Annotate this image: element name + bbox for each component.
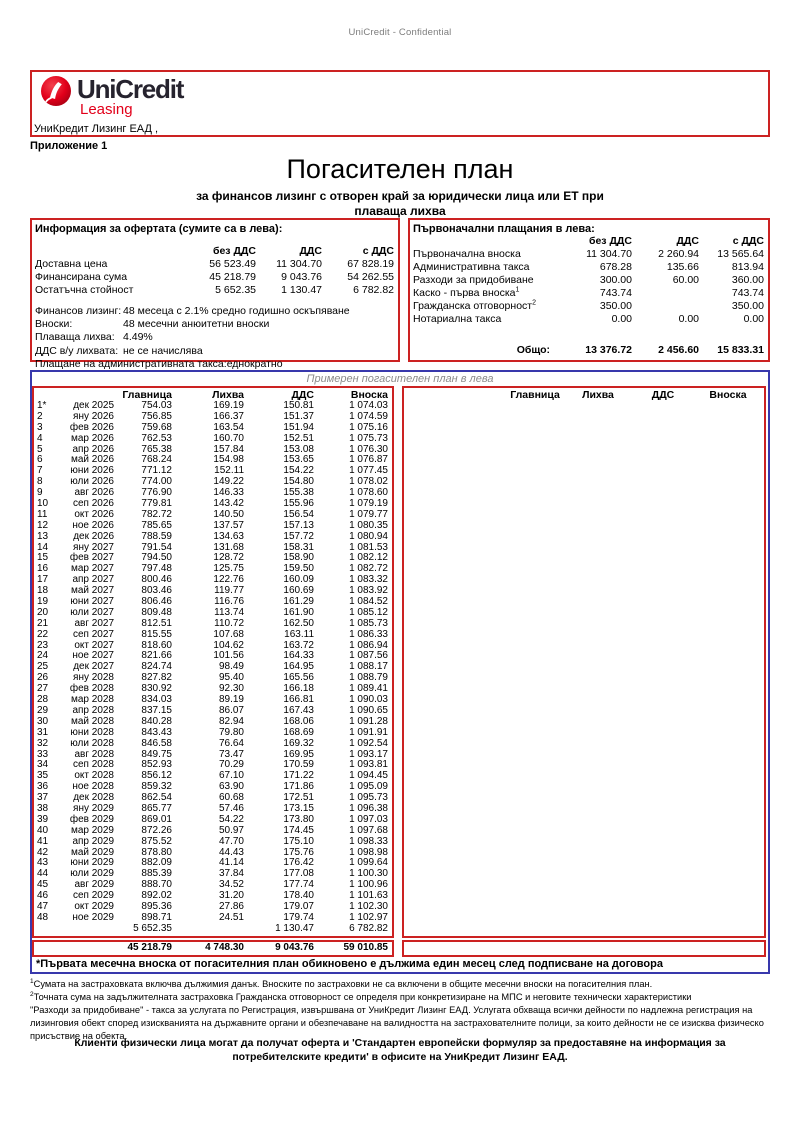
initial-col-no-vat: без ДДС bbox=[588, 235, 632, 247]
initial-box-title: Първоначални плащания в лева: bbox=[413, 223, 595, 235]
schedule-row: 9 авг 2026 776.90 146.33 155.38 1 078.60 bbox=[37, 487, 388, 499]
schedule-row: 34 сеп 2028 852.93 70.29 170.59 1 093.81 bbox=[37, 759, 388, 771]
schedule-row: 22 сеп 2027 815.55 107.68 163.11 1 086.33 bbox=[37, 628, 388, 640]
schedule-row: 32 юли 2028 846.58 76.64 169.32 1 092.54 bbox=[37, 737, 388, 749]
schedule-row: 43 юни 2029 882.09 41.14 176.42 1 099.64 bbox=[37, 857, 388, 869]
offer-detail-row: Вноски: 48 месечни анюитетни вноски bbox=[35, 318, 270, 331]
subtitle-line2: плаваща лихва bbox=[354, 204, 446, 218]
schedule-row: 40 мар 2029 872.26 50.97 174.45 1 097.68 bbox=[37, 824, 388, 836]
schedule-section bbox=[30, 370, 770, 974]
total-interest: 4 748.30 bbox=[205, 942, 244, 953]
initial-column-headers bbox=[410, 235, 768, 248]
offer-detail-row: Плаваща лихва: 4.49% bbox=[35, 331, 153, 344]
schedule-row: 23 окт 2027 818.60 104.62 163.72 1 086.94 bbox=[37, 639, 388, 651]
company-name: УниКредит Лизинг ЕАД , bbox=[34, 123, 159, 135]
initial-col-vat: ДДС bbox=[676, 235, 699, 247]
schedule-row: 7 юни 2026 771.12 152.11 154.22 1 077.45 bbox=[37, 465, 388, 477]
offer-detail-row: Плащане на административната такса: еднократно bbox=[35, 357, 283, 370]
offer-column-headers bbox=[32, 245, 398, 258]
offer-col-vat: ДДС bbox=[299, 245, 322, 257]
schedule-row: 35 окт 2028 856.12 67.10 171.22 1 094.45 bbox=[37, 770, 388, 782]
initial-payment-row: Разходи за придобиване 300.00 60.00 360.00 bbox=[413, 274, 764, 286]
header-interest: Лихва bbox=[212, 389, 244, 401]
total-principal: 45 218.79 bbox=[127, 942, 172, 953]
schedule-banner: Примерен погасителен план в лева bbox=[306, 373, 494, 385]
total-vat: 9 043.76 bbox=[275, 942, 314, 953]
schedule-row: 13 дек 2026 788.59 134.63 157.72 1 080.94 bbox=[37, 530, 388, 542]
schedule-row: 44 юли 2029 885.39 37.84 177.08 1 100.30 bbox=[37, 868, 388, 880]
schedule-row: 30 май 2028 840.28 82.94 168.06 1 091.28 bbox=[37, 715, 388, 727]
initial-col-with-vat: с ДДС bbox=[732, 235, 764, 247]
schedule-totals-row bbox=[34, 942, 392, 955]
schedule-row: 29 апр 2028 837.15 86.07 167.43 1 090.65 bbox=[37, 704, 388, 716]
schedule-row: 26 яну 2028 827.82 95.40 165.56 1 088.79 bbox=[37, 672, 388, 684]
initial-payment-row: Първоначална вноска 11 304.70 2 260.94 13 565.64 bbox=[413, 248, 764, 260]
schedule-row: 18 май 2027 803.46 119.77 160.69 1 083.92 bbox=[37, 585, 388, 597]
page-title: Погасителен план bbox=[286, 154, 514, 184]
initial-payments-box bbox=[408, 218, 770, 362]
schedule-row: 48 ное 2029 898.71 24.51 179.74 1 102.97 bbox=[37, 911, 388, 923]
schedule-row: 47 окт 2029 895.36 27.86 179.07 1 102.30 bbox=[37, 900, 388, 912]
header-vat: ДДС bbox=[291, 389, 314, 401]
schedule-row: 8 юли 2026 774.00 149.22 154.80 1 078.02 bbox=[37, 476, 388, 488]
schedule-row: 11 окт 2026 782.72 140.50 156.54 1 079.77 bbox=[37, 508, 388, 520]
schedule-row: 20 юли 2027 809.48 113.74 161.90 1 085.12 bbox=[37, 606, 388, 618]
logo-brand: UniCredit bbox=[77, 74, 184, 104]
offer-box-title: Информация за офертата (сумите са в лева): bbox=[35, 223, 283, 235]
schedule-row: 16 мар 2027 797.48 125.75 159.50 1 082.72 bbox=[37, 563, 388, 575]
footnotes bbox=[30, 978, 772, 1043]
schedule-row: 28 мар 2028 834.03 89.19 166.81 1 090.03 bbox=[37, 694, 388, 706]
initial-payment-row: Каско - първа вноска$^1$ 743.74 743.74 bbox=[413, 286, 764, 299]
schedule-row: 39 фев 2029 869.01 54.22 173.80 1 097.03 bbox=[37, 813, 388, 825]
schedule-row: 37 дек 2028 862.54 60.68 172.51 1 095.73 bbox=[37, 792, 388, 804]
initial-total-with-vat: 15 833.31 bbox=[717, 344, 764, 356]
schedule-body bbox=[34, 401, 392, 935]
offer-row: Доставна цена 56 523.49 11 304.70 67 828.19 bbox=[35, 258, 394, 270]
schedule-row: 3 фев 2026 759.68 163.54 151.94 1 075.16 bbox=[37, 421, 388, 433]
unicredit-sphere-icon bbox=[40, 75, 72, 107]
initial-total-no-vat: 13 376.72 bbox=[585, 344, 632, 356]
schedule-right-headers bbox=[404, 388, 764, 401]
offer-details bbox=[32, 305, 398, 371]
schedule-row: 31 юни 2028 843.43 79.80 168.69 1 091.91 bbox=[37, 726, 388, 738]
schedule-row: 6 май 2026 768.24 154.98 153.65 1 076.87 bbox=[37, 454, 388, 466]
logo-box bbox=[30, 70, 770, 137]
offer-col-with-vat: с ДДС bbox=[362, 245, 394, 257]
schedule-row: 45 авг 2029 888.70 34.52 177.74 1 100.96 bbox=[37, 879, 388, 891]
initial-payment-row: Административна такса 678.28 135.66 813.94 bbox=[413, 261, 764, 273]
offer-row: Остатъчна стойност 5 652.35 1 130.47 6 782.82 bbox=[35, 284, 394, 296]
header-installment: Вноска bbox=[350, 389, 388, 401]
schedule-row: 12 ное 2026 785.65 137.57 157.13 1 080.35 bbox=[37, 519, 388, 531]
schedule-row: 2 яну 2026 756.85 166.37 151.37 1 074.59 bbox=[37, 410, 388, 422]
subtitle-line1: за финансов лизинг с отворен край за юридически лица или ЕТ при bbox=[196, 189, 604, 203]
initial-total-vat: 2 456.60 bbox=[658, 344, 699, 356]
schedule-table-right bbox=[402, 386, 766, 938]
logo-text bbox=[77, 75, 183, 117]
schedule-row: 10 сеп 2026 779.81 143.42 155.96 1 079.19 bbox=[37, 498, 388, 510]
schedule-row: 15 фев 2027 794.50 128.72 158.90 1 082.12 bbox=[37, 552, 388, 564]
footnote: "Разходи за придобиване" - такса за услугата по Регистрация, извършвана от УниКредит Лизинг ЕАД. Услугата обхваща всички дейности по надлежна регистрация на лизинговия обект според изискванията на държавните органи и обезпечаване на валидността на застрахователните полици, за които дейности не се изисква физическо присъствие на обекта. bbox=[30, 1005, 764, 1041]
schedule-row: 5 апр 2026 765.38 157.84 153.08 1 076.30 bbox=[37, 443, 388, 455]
footnote: $^2$Точната сума на задължителната застраховка Гражданска отговорност се определя при конкретизиране на МПС и неговите технически характеристики bbox=[30, 990, 692, 1002]
confidential-label: UniCredit - Confidential bbox=[348, 27, 452, 38]
initial-total-label: Общо: bbox=[516, 344, 550, 356]
schedule-footnote: *Първата месечна вноска от погасителния план обикновено е дължима един месец след подписване на договора bbox=[36, 958, 663, 970]
schedule-row: 19 юни 2027 806.46 116.76 161.29 1 084.52 bbox=[37, 596, 388, 608]
schedule-row: 42 май 2029 878.80 44.43 175.76 1 098.98 bbox=[37, 846, 388, 858]
header-principal: Главница bbox=[122, 389, 172, 401]
bottom-note: Клиенти физически лица могат да получат оферта и 'Стандартен европейски формуляр за предоставяне на информация за потребителските кредити' в офисите на УниКредит Лизинг ЕАД. bbox=[74, 1037, 726, 1063]
schedule-row: 5 652.35 1 130.47 6 782.82 bbox=[133, 922, 388, 934]
schedule-row: 46 сеп 2029 892.02 31.20 178.40 1 101.63 bbox=[37, 890, 388, 902]
schedule-row: 25 дек 2027 824.74 98.49 164.95 1 088.17 bbox=[37, 661, 388, 673]
offer-detail-row: Финансов лизинг: 48 месеца с 2.1% средно годишно оскъпяване bbox=[35, 305, 350, 317]
initial-payment-row: Нотариална такса 0.00 0.00 0.00 bbox=[413, 313, 764, 325]
schedule-row: 33 авг 2028 849.75 73.47 169.95 1 093.17 bbox=[37, 748, 388, 760]
initial-rows bbox=[410, 248, 768, 326]
schedule-totals-empty bbox=[402, 940, 766, 957]
header-vat: ДДС bbox=[651, 389, 675, 401]
schedule-row: 14 яну 2027 791.54 131.68 158.31 1 081.53 bbox=[37, 541, 388, 553]
header-installment: Вноска bbox=[709, 389, 747, 401]
schedule-row: 1* дек 2025 754.03 169.19 150.81 1 074.03 bbox=[37, 400, 388, 411]
schedule-row: 36 ное 2028 859.32 63.90 171.86 1 095.09 bbox=[37, 781, 388, 793]
header-principal: Главница bbox=[510, 389, 560, 401]
initial-payment-row: Гражданска отговорност$^2$ 350.00 350.00 bbox=[413, 299, 764, 312]
schedule-row: 24 ное 2027 821.66 101.56 164.33 1 087.56 bbox=[37, 650, 388, 662]
schedule-table-left bbox=[32, 386, 394, 938]
schedule-row: 17 апр 2027 800.46 122.76 160.09 1 083.32 bbox=[37, 574, 388, 586]
header-interest: Лихва bbox=[582, 389, 614, 401]
offer-col-no-vat: без ДДС bbox=[212, 245, 256, 257]
annex-label: Приложение 1 bbox=[30, 140, 108, 152]
offer-row: Финансирана сума 45 218.79 9 043.76 54 262.55 bbox=[35, 271, 394, 283]
initial-total-row bbox=[410, 344, 768, 357]
offer-info-box bbox=[30, 218, 400, 370]
offer-rows bbox=[32, 258, 398, 297]
total-installment: 59 010.85 bbox=[343, 942, 388, 953]
schedule-row: 27 фев 2028 830.92 92.30 166.18 1 089.41 bbox=[37, 683, 388, 695]
footnote: $^1$Сумата на застраховката включва дължимия данък. Вноските по застраховки не са включени в общите месечни вноски на погасителния план. bbox=[30, 977, 653, 989]
schedule-row: 4 мар 2026 762.53 160.70 152.51 1 075.73 bbox=[37, 432, 388, 444]
schedule-row: 21 авг 2027 812.51 110.72 162.50 1 085.73 bbox=[37, 617, 388, 629]
schedule-totals bbox=[32, 940, 394, 957]
schedule-row: 38 яну 2029 865.77 57.46 173.15 1 096.38 bbox=[37, 802, 388, 814]
unicredit-logo bbox=[40, 75, 183, 117]
schedule-row: 41 апр 2029 875.52 47.70 175.10 1 098.33 bbox=[37, 835, 388, 847]
offer-detail-row: ДДС в/у лихвата: не се начислява bbox=[35, 344, 203, 357]
logo-sub-leasing: Leasing bbox=[80, 101, 133, 118]
